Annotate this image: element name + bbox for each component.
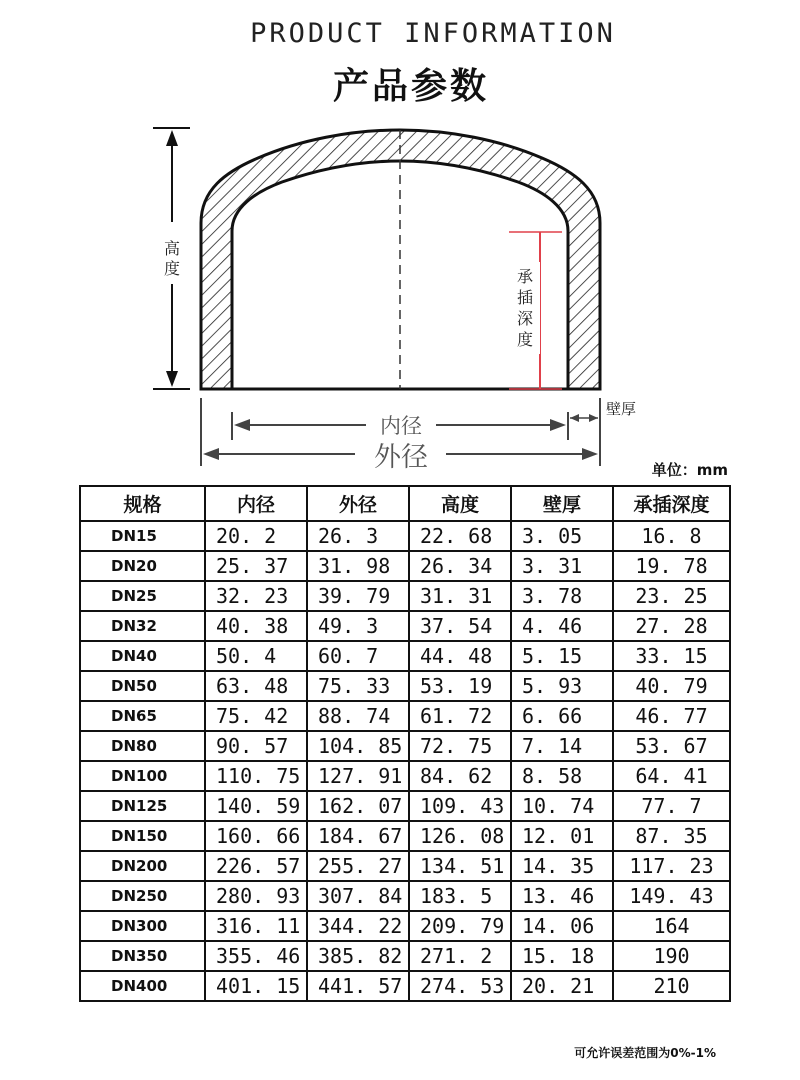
value-cell: 316. 11 (205, 911, 307, 941)
value-cell: 280. 93 (205, 881, 307, 911)
depth-label-1: 承 (516, 267, 534, 286)
table-row (80, 911, 730, 941)
table-header-row (80, 486, 730, 521)
spec-cell: DN100 (80, 761, 205, 791)
value-cell: 104. 85 (307, 731, 409, 761)
value-cell: 3. 31 (511, 551, 613, 581)
value-cell: 39. 79 (307, 581, 409, 611)
value-cell: 13. 46 (511, 881, 613, 911)
value-cell: 164 (613, 911, 730, 941)
table-row (80, 581, 730, 611)
outer-diameter-label: 外径 (374, 442, 428, 473)
value-cell: 4. 46 (511, 611, 613, 641)
spec-cell: DN20 (80, 551, 205, 581)
value-cell: 401. 15 (205, 971, 307, 1001)
table-row (80, 551, 730, 581)
spec-cell: DN50 (80, 671, 205, 701)
value-cell: 307. 84 (307, 881, 409, 911)
table-row (80, 731, 730, 761)
column-header: 内径 (205, 486, 307, 521)
value-cell: 63. 48 (205, 671, 307, 701)
value-cell: 53. 67 (613, 731, 730, 761)
column-header: 承插深度 (613, 486, 730, 521)
value-cell: 190 (613, 941, 730, 971)
value-cell: 90. 57 (205, 731, 307, 761)
value-cell: 75. 42 (205, 701, 307, 731)
height-label-2: 度 (163, 259, 181, 278)
height-label-1: 高 (163, 239, 181, 258)
depth-label-3: 深 (516, 309, 534, 328)
title-chinese: 产品参数 (332, 66, 489, 107)
value-cell: 134. 51 (409, 851, 511, 881)
tolerance-note: 可允许误差范围为0%-1% (574, 1046, 716, 1060)
spec-cell: DN65 (80, 701, 205, 731)
value-cell: 226. 57 (205, 851, 307, 881)
spec-cell: DN250 (80, 881, 205, 911)
value-cell: 33. 15 (613, 641, 730, 671)
value-cell: 149. 43 (613, 881, 730, 911)
value-cell: 14. 35 (511, 851, 613, 881)
table-row (80, 671, 730, 701)
value-cell: 162. 07 (307, 791, 409, 821)
depth-label-2: 插 (516, 288, 534, 307)
pipe-cap-diagram (0, 100, 800, 480)
spec-cell: DN300 (80, 911, 205, 941)
value-cell: 22. 68 (409, 521, 511, 551)
value-cell: 46. 77 (613, 701, 730, 731)
value-cell: 40. 79 (613, 671, 730, 701)
spec-cell: DN400 (80, 971, 205, 1001)
table-row (80, 701, 730, 731)
wall-thickness-label: 壁厚 (606, 400, 637, 418)
value-cell: 61. 72 (409, 701, 511, 731)
value-cell: 8. 58 (511, 761, 613, 791)
value-cell: 19. 78 (613, 551, 730, 581)
unit-label: 单位：mm (651, 461, 728, 479)
value-cell: 5. 15 (511, 641, 613, 671)
table-row (80, 611, 730, 641)
value-cell: 32. 23 (205, 581, 307, 611)
value-cell: 274. 53 (409, 971, 511, 1001)
value-cell: 110. 75 (205, 761, 307, 791)
column-header: 规格 (80, 486, 205, 521)
value-cell: 385. 82 (307, 941, 409, 971)
depth-label-4: 度 (516, 330, 534, 349)
value-cell: 16. 8 (613, 521, 730, 551)
value-cell: 3. 05 (511, 521, 613, 551)
value-cell: 26. 34 (409, 551, 511, 581)
spec-table (79, 485, 731, 1002)
value-cell: 44. 48 (409, 641, 511, 671)
value-cell: 126. 08 (409, 821, 511, 851)
inner-diameter-label: 内径 (380, 414, 422, 438)
spec-cell: DN25 (80, 581, 205, 611)
value-cell: 75. 33 (307, 671, 409, 701)
table-row (80, 941, 730, 971)
value-cell: 210 (613, 971, 730, 1001)
table-row (80, 821, 730, 851)
value-cell: 84. 62 (409, 761, 511, 791)
value-cell: 127. 91 (307, 761, 409, 791)
column-header: 外径 (307, 486, 409, 521)
value-cell: 140. 59 (205, 791, 307, 821)
value-cell: 12. 01 (511, 821, 613, 851)
value-cell: 37. 54 (409, 611, 511, 641)
spec-cell: DN350 (80, 941, 205, 971)
table-row (80, 761, 730, 791)
spec-cell: DN15 (80, 521, 205, 551)
value-cell: 87. 35 (613, 821, 730, 851)
spec-cell: DN80 (80, 731, 205, 761)
value-cell: 15. 18 (511, 941, 613, 971)
value-cell: 160. 66 (205, 821, 307, 851)
value-cell: 40. 38 (205, 611, 307, 641)
spec-cell: DN150 (80, 821, 205, 851)
title-english: PRODUCT INFORMATION (250, 18, 616, 49)
column-header: 高度 (409, 486, 511, 521)
table-row (80, 521, 730, 551)
table-row (80, 971, 730, 1001)
column-header: 壁厚 (511, 486, 613, 521)
value-cell: 184. 67 (307, 821, 409, 851)
value-cell: 20. 21 (511, 971, 613, 1001)
table-row (80, 851, 730, 881)
spec-cell: DN125 (80, 791, 205, 821)
value-cell: 5. 93 (511, 671, 613, 701)
value-cell: 109. 43 (409, 791, 511, 821)
value-cell: 271. 2 (409, 941, 511, 971)
table-row (80, 791, 730, 821)
spec-cell: DN32 (80, 611, 205, 641)
value-cell: 255. 27 (307, 851, 409, 881)
value-cell: 183. 5 (409, 881, 511, 911)
value-cell: 441. 57 (307, 971, 409, 1001)
value-cell: 7. 14 (511, 731, 613, 761)
value-cell: 49. 3 (307, 611, 409, 641)
value-cell: 53. 19 (409, 671, 511, 701)
value-cell: 355. 46 (205, 941, 307, 971)
spec-cell: DN200 (80, 851, 205, 881)
value-cell: 60. 7 (307, 641, 409, 671)
value-cell: 77. 7 (613, 791, 730, 821)
spec-cell: DN40 (80, 641, 205, 671)
value-cell: 72. 75 (409, 731, 511, 761)
value-cell: 344. 22 (307, 911, 409, 941)
value-cell: 6. 66 (511, 701, 613, 731)
value-cell: 25. 37 (205, 551, 307, 581)
table-row (80, 881, 730, 911)
value-cell: 88. 74 (307, 701, 409, 731)
value-cell: 27. 28 (613, 611, 730, 641)
value-cell: 50. 4 (205, 641, 307, 671)
value-cell: 23. 25 (613, 581, 730, 611)
value-cell: 26. 3 (307, 521, 409, 551)
value-cell: 117. 23 (613, 851, 730, 881)
table-row (80, 641, 730, 671)
value-cell: 10. 74 (511, 791, 613, 821)
value-cell: 3. 78 (511, 581, 613, 611)
value-cell: 64. 41 (613, 761, 730, 791)
value-cell: 14. 06 (511, 911, 613, 941)
value-cell: 209. 79 (409, 911, 511, 941)
value-cell: 31. 98 (307, 551, 409, 581)
value-cell: 31. 31 (409, 581, 511, 611)
table-body (80, 521, 730, 1001)
value-cell: 20. 2 (205, 521, 307, 551)
